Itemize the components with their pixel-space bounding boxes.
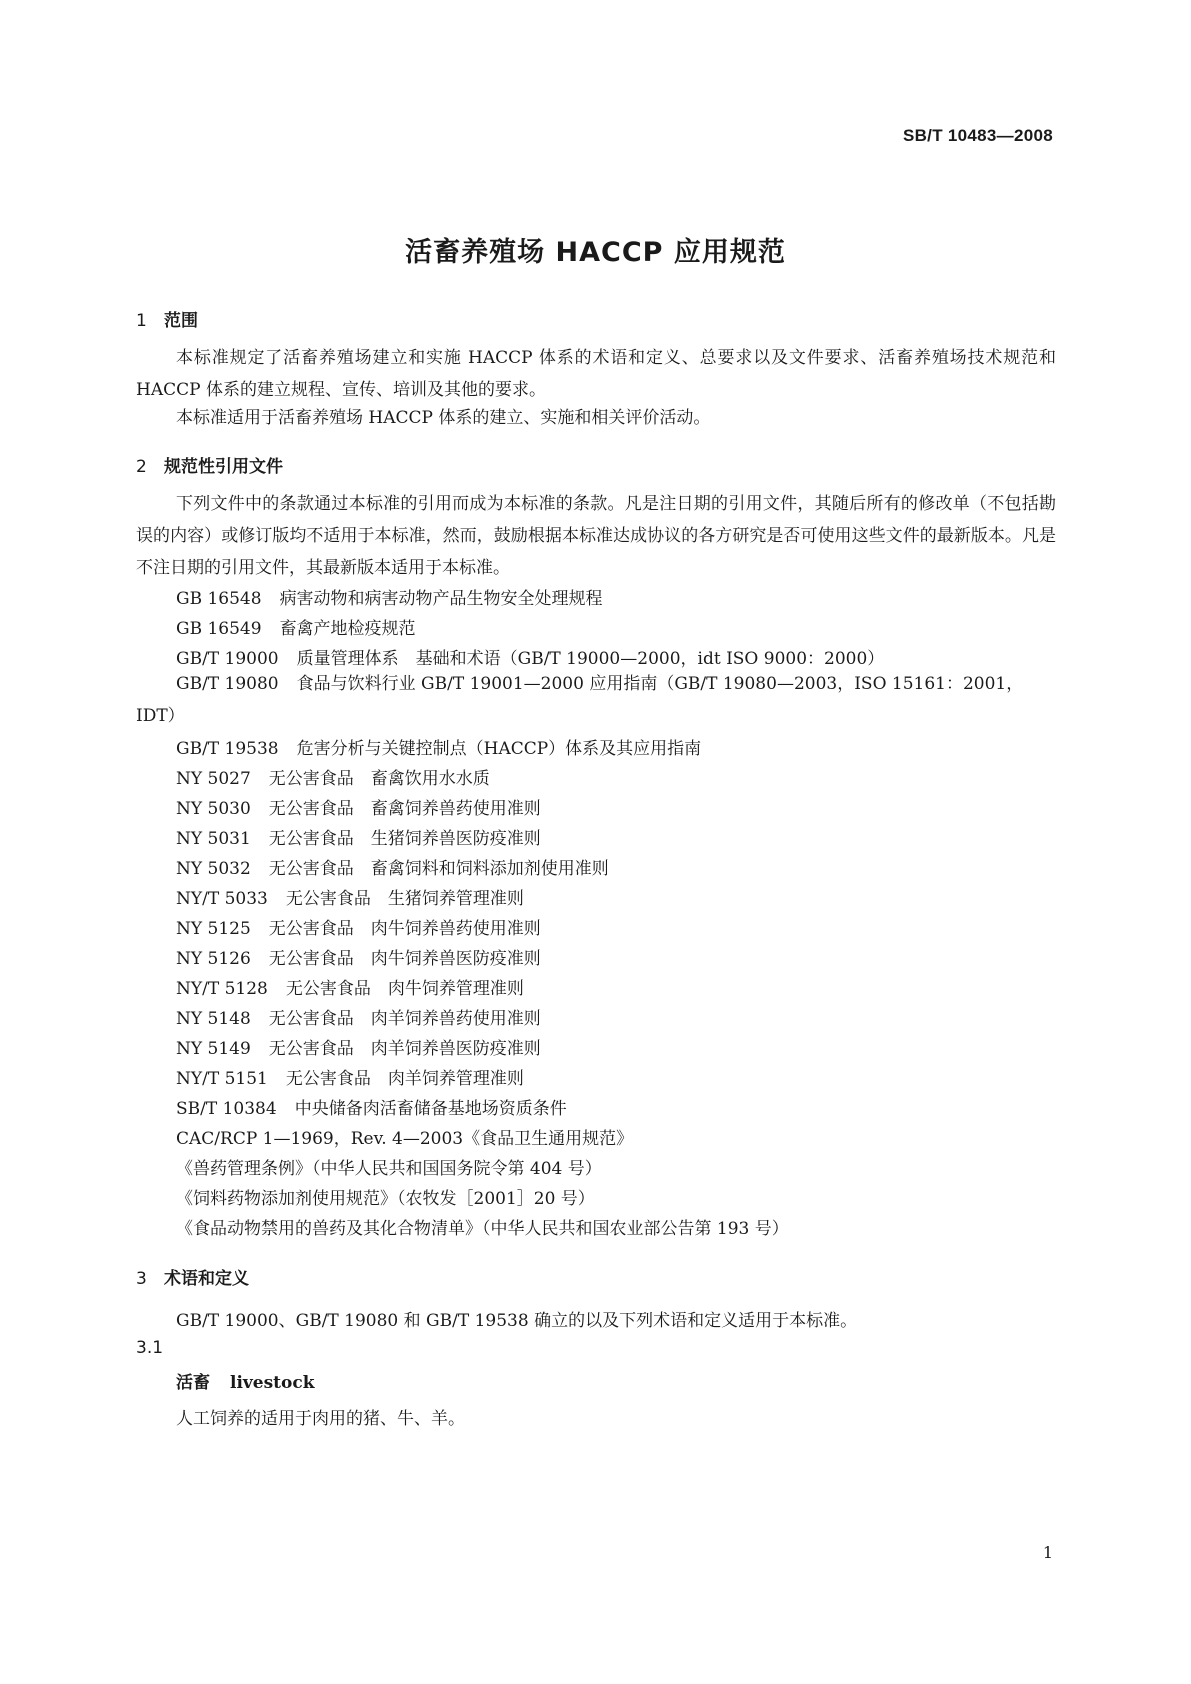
reference-item [176,1034,541,1059]
reference-code: NY 5149 [176,1039,251,1059]
references-intro: 下列文件中的条款通过本标准的引用而成为本标准的条款。凡是注日期的引用文件，其随后所有的修改单（不包括勘误的内容）或修订版均不适用于本标准，然而，鼓励根据本标准达成协议的各方研究是否可使用这些文件的最新版本。凡是不注日期的引用文件，其最新版本适用于本标准。 [136,494,1056,578]
reference-code: NY/T 5033 [176,889,268,909]
reference-code: GB/T 19538 [176,739,279,759]
section-title: 术语和定义 [164,1269,249,1289]
section-heading-2 [136,452,283,477]
reference-title: 畜禽产地检疫规范 [279,619,416,639]
reference-code: GB/T 19000 [176,649,279,669]
scope-paragraph-1: 本标准规定了活畜养殖场建立和实施 HACCP 体系的术语和定义、总要求以及文件要求、活畜养殖场技术规范和 HACCP 体系的建立规程、宣传、培训及其他的要求。 [136,348,1056,400]
reference-code: SB/T 10384 [176,1099,277,1119]
terms-intro: GB/T 19000、GB/T 19080 和 GB/T 19538 确立的以及下列术语和定义适用于本标准。 [176,1311,858,1331]
reference-item [176,584,603,609]
reference-item [176,794,541,819]
reference-title: 无公害食品 肉羊饲养管理准则 [285,1069,524,1089]
reference-title: 病害动物和病害动物产品生物安全处理规程 [279,589,603,609]
reference-title: 无公害食品 肉羊饲养兽医防疫准则 [268,1039,541,1059]
reference-title: 无公害食品 肉羊饲养兽药使用准则 [268,1009,541,1029]
reference-item: 《食品动物禁用的兽药及其化合物清单》（中华人民共和国农业部公告第 193 号） [176,1219,789,1239]
scope-paragraph-2: 本标准适用于活畜养殖场 HACCP 体系的建立、实施和相关评价活动。 [176,408,711,428]
section-title: 规范性引用文件 [164,457,283,477]
reference-code: NY 5126 [176,949,251,969]
reference-item [176,824,541,849]
section-number: 2 [136,457,147,477]
term-english: livestock [230,1373,315,1393]
reference-code: NY 5031 [176,829,251,849]
page-number: 1 [1042,1543,1053,1562]
reference-title: 无公害食品 生猪饲养兽医防疫准则 [268,829,541,849]
term-definition: 人工饲养的适用于肉用的猪、牛、羊。 [176,1409,465,1429]
reference-code: NY 5027 [176,769,251,789]
section-heading-3 [136,1264,249,1289]
reference-item [176,884,524,909]
term-heading [176,1368,315,1393]
section-number: 3 [136,1269,147,1289]
reference-code: GB 16549 [176,619,262,639]
reference-item [176,974,524,999]
reference-item [176,1004,541,1029]
reference-item [176,644,884,669]
reference-title: 无公害食品 肉牛饲养兽医防疫准则 [268,949,541,969]
reference-title: 食品与饮料行业 GB/T 19001—2000 应用指南（GB/T 19080—2003，ISO 15161：2001，IDT） [136,674,1024,726]
reference-code: NY 5032 [176,859,251,879]
reference-item: 《饲料药物添加剂使用规范》（农牧发［2001］20 号） [176,1189,595,1209]
reference-title: 无公害食品 生猪饲养管理准则 [285,889,524,909]
reference-item [176,614,416,639]
reference-title: 无公害食品 畜禽饲养兽药使用准则 [268,799,541,819]
reference-item [176,944,541,969]
reference-code: GB 16548 [176,589,262,609]
standard-code: SB/T 10483—2008 [902,126,1053,145]
reference-code: NY/T 5128 [176,979,268,999]
reference-code: NY 5030 [176,799,251,819]
reference-code: GB/T 19080 [176,674,279,694]
reference-item [176,734,701,759]
reference-title: 无公害食品 肉牛饲养管理准则 [285,979,524,999]
reference-item: 《兽药管理条例》（中华人民共和国国务院令第 404 号） [176,1159,602,1179]
reference-title: 无公害食品 畜禽饮用水水质 [268,769,490,789]
reference-item [176,764,490,789]
reference-code: NY 5148 [176,1009,251,1029]
reference-title: 无公害食品 肉牛饲养兽药使用准则 [268,919,541,939]
reference-title: 危害分析与关键控制点（HACCP）体系及其应用指南 [296,739,702,759]
reference-title: 质量管理体系 基础和术语（GB/T 19000—2000，idt ISO 9000：2000） [296,649,885,669]
section-heading-1 [136,306,198,331]
reference-title: 无公害食品 畜禽饲料和饲料添加剂使用准则 [268,859,609,879]
reference-item [176,1094,567,1119]
reference-title: 中央储备肉活畜储备基地场资质条件 [294,1099,567,1119]
page-title: 活畜养殖场 HACCP 应用规范 [405,237,786,268]
reference-item [136,668,1056,732]
reference-item [176,854,609,879]
reference-item [176,1064,524,1089]
reference-item [176,914,541,939]
reference-item: CAC/RCP 1—1969，Rev. 4—2003《食品卫生通用规范》 [176,1129,634,1149]
reference-code: NY/T 5151 [176,1069,268,1089]
term-chinese: 活畜 [176,1373,210,1393]
section-number: 1 [136,311,147,331]
reference-code: NY 5125 [176,919,251,939]
section-title: 范围 [164,311,198,331]
subsection-number: 3.1 [136,1338,164,1358]
